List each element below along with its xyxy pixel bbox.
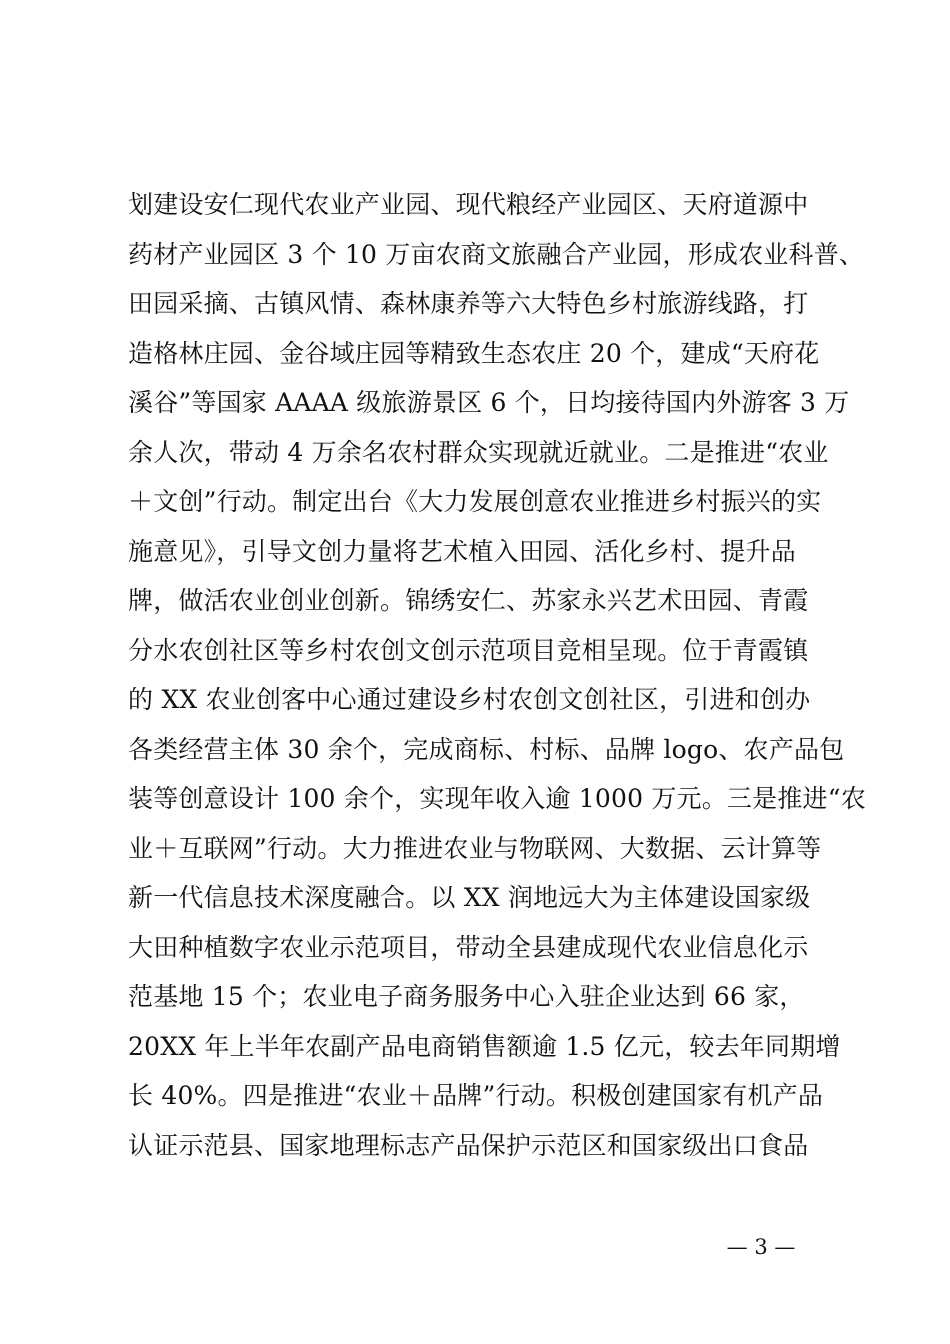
text-line: 牌，做活农业创业创新。锦绣安仁、苏家永兴艺术田园、青霞 [128, 586, 809, 615]
text-line: 划建设安仁现代农业产业园、现代粮经产业园区、天府道源中 [128, 190, 809, 219]
text-line: 范基地 15 个；农业电子商务服务中心入驻企业达到 66 家， [128, 982, 805, 1011]
text-line: 施意见》，引导文创力量将艺术植入田园、活化乡村、提升品 [128, 536, 796, 566]
text-line: 溪谷”等国家 AAAA 级旅游景区 6 个，日均接待国内外游客 3 万 [128, 388, 850, 417]
page-number: — 3 — [726, 1235, 796, 1259]
text-line: 造格林庄园、金谷域庄园等精致生态农庄 20 个，建成“天府花 [128, 338, 820, 368]
text-line: 各类经营主体 30 余个，完成商标、村标、品牌 logo、农产品包 [128, 734, 845, 764]
text-line: 大田种植数字农业示范项目，带动全县建成现代农业信息化示 [128, 932, 809, 962]
text-line: 长 40%。四是推进“农业＋品牌”行动。积极创建国家有机产品 [128, 1081, 824, 1110]
text-line: 新一代信息技术深度融合。以 XX 润地远大为主体建设国家级 [128, 883, 811, 912]
text-line: 田园采摘、古镇风情、森林康养等六大特色乡村旅游线路，打 [128, 289, 809, 318]
text-line: 余人次，带动 4 万余名农村群众实现就近就业。二是推进“农业 [128, 437, 829, 467]
text-line: ＋文创”行动。制定出台《大力发展创意农业推进乡村振兴的实 [128, 487, 822, 516]
text-line: 分水农创社区等乡村农创文创示范项目竞相呈现。位于青霞镇 [128, 635, 809, 665]
text-line: 的 XX 农业创客中心通过建设乡村农创文创社区，引进和创办 [128, 685, 811, 714]
text-line: 业＋互联网”行动。大力推进农业与物联网、大数据、云计算等 [128, 833, 822, 863]
text-line: 认证示范县、国家地理标志产品保护示范区和国家级出口食品 [128, 1130, 809, 1160]
text-line: 药材产业园区 3 个 10 万亩农商文旅融合产业园，形成农业科普、 [128, 239, 865, 269]
text-line: 装等创意设计 100 余个，实现年收入逾 1000 万元。三是推进“农 [128, 784, 866, 813]
text-line: 20XX 年上半年农副产品电商销售额逾 1.5 亿元，较去年同期增 [128, 1031, 841, 1061]
body-text [128, 180, 866, 1170]
